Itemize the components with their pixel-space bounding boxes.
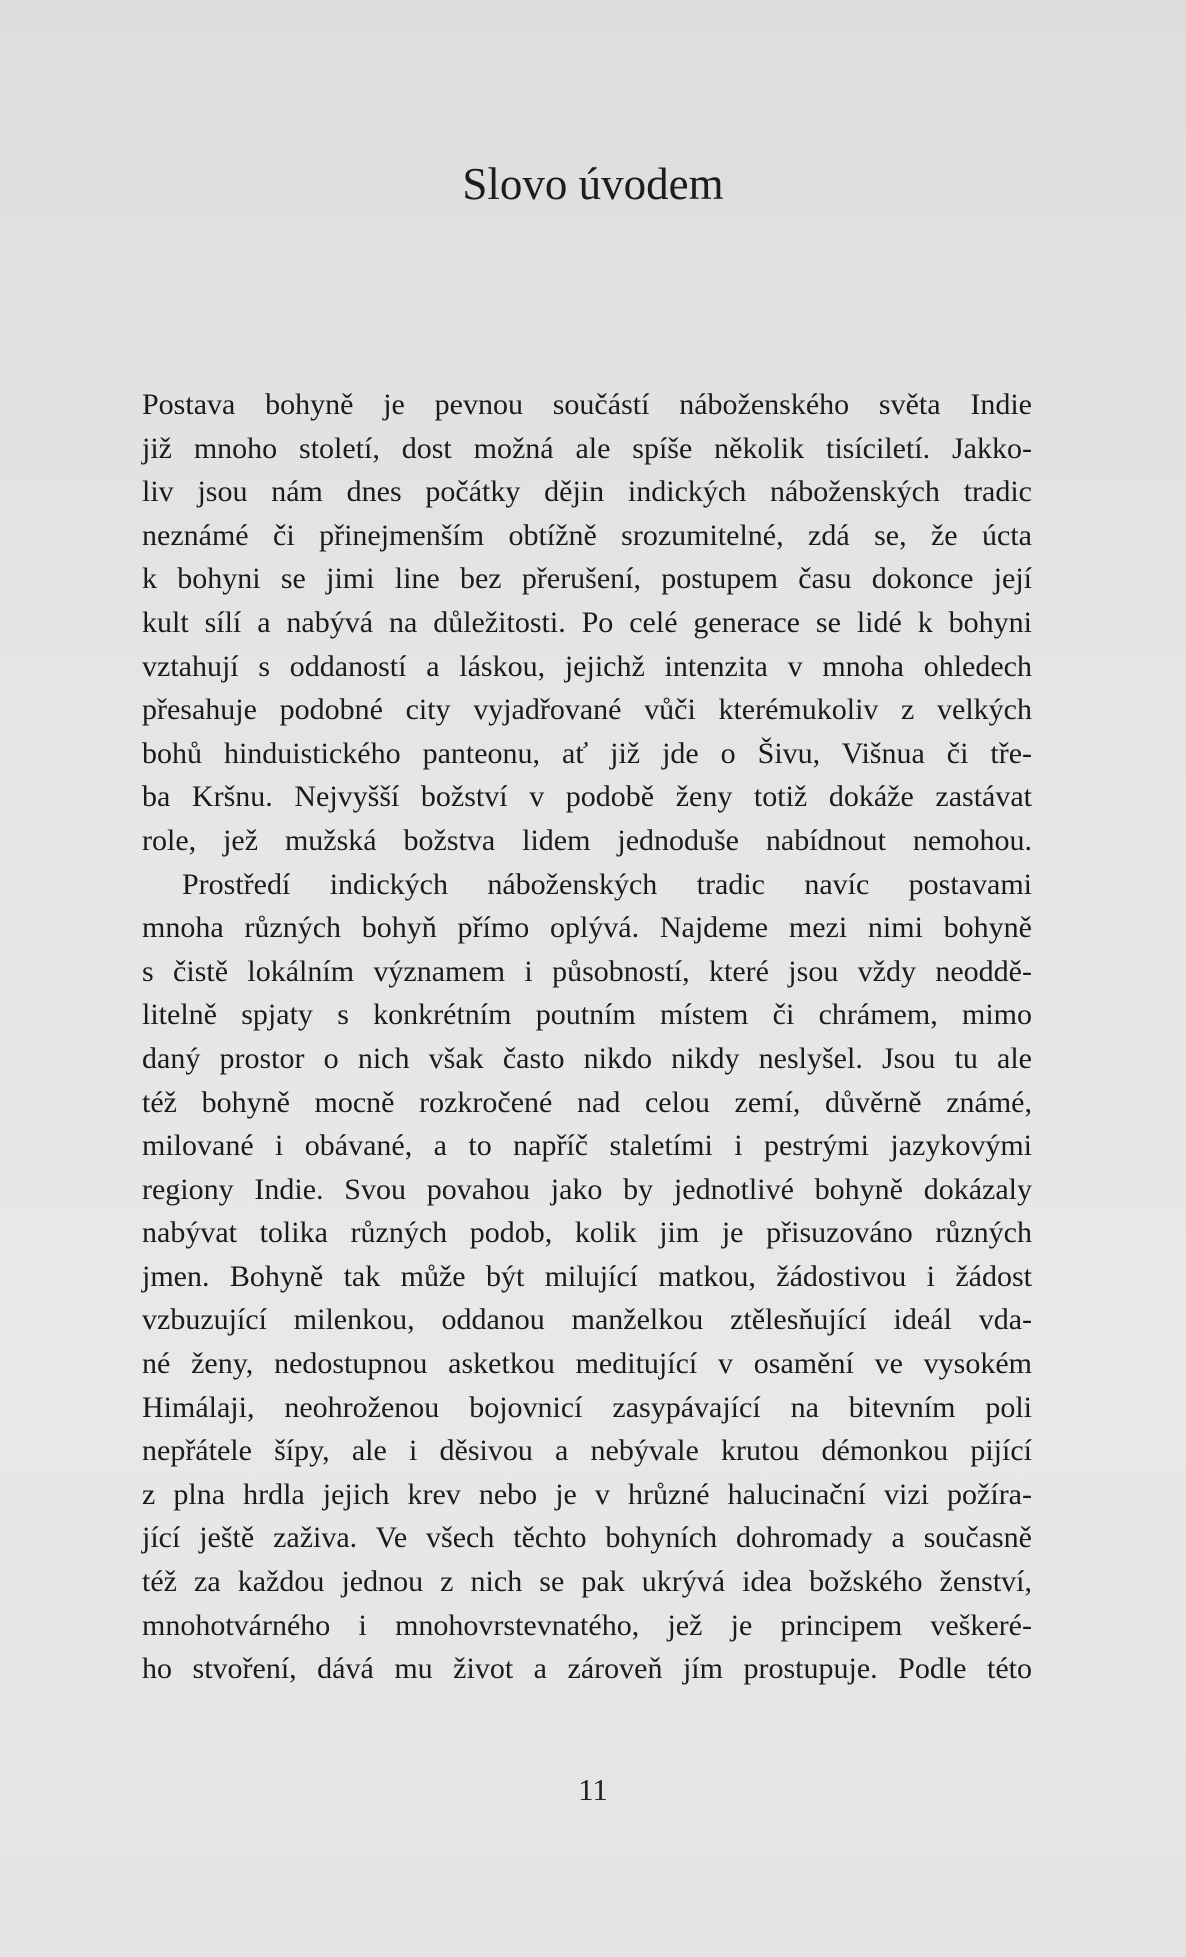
text-line: Prostředí indických náboženských tradic navíc postavami <box>182 867 1032 901</box>
text-line: né ženy, nedostupnou asketkou meditující v osamění ve vysokém <box>142 1347 1032 1381</box>
text-line: jící ještě zaživa. Ve všech těchto bohyních dohromady a současně <box>142 1521 1032 1555</box>
text-line: role, jež mužská božstva lidem jednoduše nabídnout nemohou. <box>142 823 1032 857</box>
text-line: již mnoho století, dost možná ale spíše několik tisíciletí. Jakko- <box>142 431 1032 465</box>
text-line: Himálaji, neohroženou bojovnicí zasypávající na bitevním poli <box>142 1390 1032 1424</box>
text-line: přesahuje podobné city vyjadřované vůči kterémukoliv z velkých <box>142 693 1032 727</box>
text-line: kult sílí a nabývá na důležitosti. Po celé generace se lidé k bohyni <box>142 605 1032 639</box>
body-text <box>142 383 1032 1691</box>
text-line: neznámé či přinejmenším obtížně srozumitelné, zdá se, že úcta <box>142 518 1032 552</box>
text-line: vztahují s oddaností a láskou, jejichž intenzita v mnoha ohledech <box>142 649 1032 683</box>
text-line: z plna hrdla jejich krev nebo je v hrůzné halucinační vizi požíra- <box>142 1477 1032 1511</box>
paragraph-2 <box>142 863 1032 1691</box>
text-line: bohů hinduistického panteonu, ať již jde o Šivu, Višnua či tře- <box>142 736 1032 770</box>
text-line: jmen. Bohyně tak může být milující matkou, žádostivou i žádost <box>142 1259 1032 1293</box>
text-line: liv jsou nám dnes počátky dějin indických náboženských tradic <box>142 475 1032 509</box>
text-line: ba Kršnu. Nejvyšší božství v podobě ženy totiž dokáže zastávat <box>142 780 1032 814</box>
text-line: k bohyni se jimi line bez přerušení, postupem času dokonce její <box>142 562 1032 596</box>
chapter-title: Slovo úvodem <box>462 159 724 209</box>
text-line: s čistě lokálním významem i působností, které jsou vždy neoddě- <box>142 954 1032 988</box>
text-line: daný prostor o nich však často nikdo nikdy neslyšel. Jsou tu ale <box>142 1041 1032 1075</box>
text-line: Postava bohyně je pevnou součástí náboženského světa Indie <box>142 388 1032 421</box>
text-line: regiony Indie. Svou povahou jako by jednotlivé bohyně dokázaly <box>142 1172 1032 1206</box>
text-line: též za každou jednou z nich se pak ukrývá idea božského ženství, <box>142 1565 1032 1599</box>
paragraph-1 <box>142 383 1032 863</box>
text-line: milované i obávané, a to napříč staletími i pestrými jazykovými <box>142 1129 1032 1163</box>
page-number: 11 <box>578 1772 608 1807</box>
text-line: též bohyně mocně rozkročené nad celou zemí, důvěrně známé, <box>142 1085 1032 1119</box>
text-line: vzbuzující milenkou, oddanou manželkou ztělesňující ideál vda- <box>142 1303 1032 1337</box>
text-line: mnoha různých bohyň přímo oplývá. Najdeme mezi nimi bohyně <box>142 911 1032 945</box>
text-line: nabývat tolika různých podob, kolik jim je přisuzováno různých <box>142 1216 1032 1250</box>
text-line: litelně spjaty s konkrétním poutním místem či chrámem, mimo <box>142 998 1032 1032</box>
text-line: nepřátele šípy, ale i děsivou a nebývale krutou démonkou pijící <box>142 1434 1032 1468</box>
text-line: mnohotvárného i mnohovrstevnatého, jež je principem veškeré- <box>142 1608 1032 1642</box>
text-line: ho stvoření, dává mu život a zároveň jím prostupuje. Podle této <box>142 1652 1032 1686</box>
